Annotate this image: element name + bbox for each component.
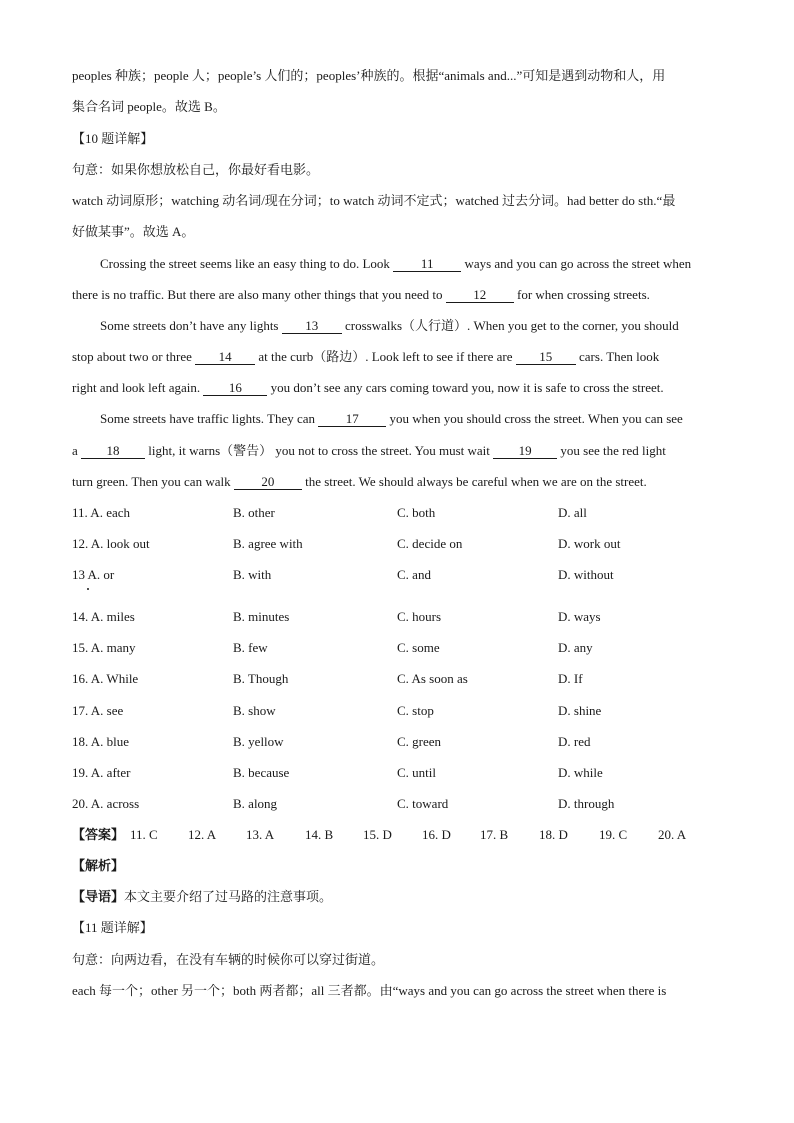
passage-p2-line-2 (72, 349, 724, 365)
q10-explanation-line-1: watch 动词原形；watching 动名词/现在分词；to watch 动词不定式；watched 过去分词。had better do sth.“最 (72, 193, 676, 208)
blank-13: 13 (282, 319, 342, 334)
option-18-a: 18. A. blue (72, 734, 130, 749)
option-20-a: 20. A. across (72, 796, 140, 811)
option-19-d: D. while (558, 765, 603, 780)
passage-p2-line-1 (100, 318, 724, 334)
passage-text: at the curb（路边）. Look left to see if there are (255, 349, 516, 364)
option-15-a: 15. A. many (72, 640, 136, 655)
passage-text: right and look left again. (72, 380, 204, 395)
passage-text: stop about two or three (72, 349, 196, 364)
option-15-d: D. any (558, 640, 593, 655)
blank-11: 11 (393, 257, 461, 272)
intro-line-2: 集合名词 people。故选 B。 (72, 99, 226, 114)
passage-p3-line-2 (72, 443, 724, 459)
q10-meaning: 句意：如果你想放松自己，你最好看电影。 (72, 162, 320, 177)
option-15-c: C. some (397, 640, 440, 655)
passage-text: ways and you can go across the street when (461, 256, 692, 271)
passage-p3-line-1 (100, 411, 724, 427)
passage-text: for when crossing streets. (513, 287, 650, 302)
answer-item: 15. D (363, 827, 392, 842)
blank-16: 16 (203, 381, 267, 396)
passage-text: there is no traffic. But there are also many other things that you need to (72, 287, 446, 302)
option-14-a: 14. A. miles (72, 609, 135, 624)
option-12-a: 12. A. look out (72, 536, 150, 551)
option-18-b: B. yellow (233, 734, 284, 749)
option-13-d: D. without (558, 567, 614, 582)
q11-meaning: 句意：向两边看，在没有车辆的时候你可以穿过街道。 (72, 952, 385, 967)
passage-text: you don’t see any cars coming toward you, now it is safe to cross the street. (267, 380, 664, 395)
option-11-d: D. all (558, 505, 587, 520)
option-16-a: 16. A. While (72, 671, 139, 686)
option-19-c: C. until (397, 765, 437, 780)
option-13-b: B. with (233, 567, 272, 582)
passage-text: you when you should cross the street. When you can see (386, 411, 683, 426)
q10-heading: 【10 题详解】 (72, 131, 154, 146)
passage-text: turn green. Then you can walk (72, 474, 234, 489)
option-12-b: B. agree with (233, 536, 303, 551)
blank-14: 14 (195, 350, 255, 365)
stray-dot (87, 588, 89, 590)
option-20-b: B. along (233, 796, 278, 811)
option-17-d: D. shine (558, 703, 602, 718)
passage-text: Crossing the street seems like an easy thing to do. Look (100, 256, 394, 271)
passage-text: crosswalks（人行道）. When you get to the corner, you should (341, 318, 679, 333)
passage-text: you see the red light (557, 443, 666, 458)
option-17-a: 17. A. see (72, 703, 124, 718)
option-16-d: D. If (558, 671, 583, 686)
q10-explanation-line-2: 好做某事”。故选 A。 (72, 224, 195, 239)
blank-18: 18 (81, 444, 145, 459)
guide-text: 本文主要介绍了过马路的注意事项。 (124, 889, 333, 904)
option-13-c: C. and (397, 567, 431, 582)
blank-15: 15 (516, 350, 576, 365)
answer-item: 14. B (305, 827, 334, 842)
option-16-b: B. Though (233, 671, 289, 686)
q11-explanation: each 每一个；other 另一个；both 两者都；all 三者都。由“ways and you can go across the street when there is (72, 983, 667, 998)
option-12-d: D. work out (558, 536, 621, 551)
option-18-d: D. red (558, 734, 591, 749)
option-14-d: D. ways (558, 609, 601, 624)
option-20-d: D. through (558, 796, 615, 811)
passage-text: the street. We should always be careful when we are on the street. (301, 474, 647, 489)
guide-line (72, 889, 724, 905)
option-20-c: C. toward (397, 796, 449, 811)
passage-text: Some streets have traffic lights. They can (100, 411, 319, 426)
answer-item: 17. B (480, 827, 509, 842)
passage-p1-line-2 (72, 287, 724, 303)
option-17-b: B. show (233, 703, 276, 718)
passage-text: a (72, 443, 82, 458)
analysis-heading: 【解析】 (72, 858, 125, 873)
blank-12: 12 (446, 288, 514, 303)
passage-text: light, it warns（警告） you not to cross the street. You must wait (145, 443, 494, 458)
answer-item: 16. D (422, 827, 451, 842)
passage-p1-line-1 (100, 256, 724, 272)
option-11-c: C. both (397, 505, 436, 520)
passage-text: Some streets don’t have any lights (100, 318, 282, 333)
option-19-a: 19. A. after (72, 765, 131, 780)
option-17-c: C. stop (397, 703, 434, 718)
answer-item: 18. D (539, 827, 568, 842)
option-12-c: C. decide on (397, 536, 463, 551)
q11-heading: 【11 题详解】 (72, 920, 153, 935)
option-11-b: B. other (233, 505, 275, 520)
answer-label: 【答案】 (72, 827, 125, 842)
blank-19: 19 (493, 444, 557, 459)
option-19-b: B. because (233, 765, 290, 780)
option-11-a: 11. A. each (72, 505, 130, 520)
blank-20: 20 (234, 475, 302, 490)
option-14-b: B. minutes (233, 609, 290, 624)
answer-item: 13. A (246, 827, 275, 842)
option-14-c: C. hours (397, 609, 442, 624)
guide-label: 【导语】 (72, 889, 125, 904)
intro-line-1: peoples 种族；people 人；people’s 人们的；peoples’种族的。根据“animals and...”可知是遇到动物和人，用 (72, 68, 666, 83)
passage-text: cars. Then look (575, 349, 660, 364)
answer-item: 12. A (188, 827, 217, 842)
answer-item: 20. A (658, 827, 687, 842)
passage-p2-line-3 (72, 380, 724, 396)
blank-17: 17 (318, 412, 386, 427)
answer-item: 19. C (599, 827, 628, 842)
option-16-c: C. As soon as (397, 671, 468, 686)
answer-item: 11. C (130, 827, 158, 842)
option-15-b: B. few (233, 640, 268, 655)
option-13-a: 13 A. or (72, 567, 115, 582)
passage-p3-line-3 (72, 474, 724, 490)
option-18-c: C. green (397, 734, 442, 749)
